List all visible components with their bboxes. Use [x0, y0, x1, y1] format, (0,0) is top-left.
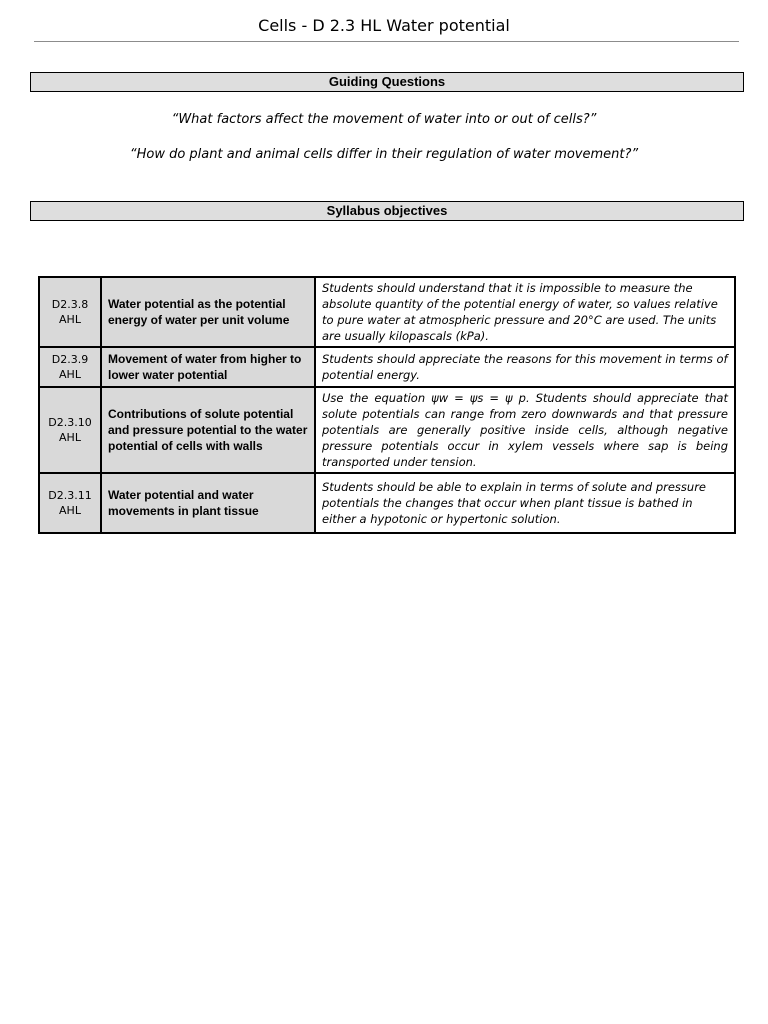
table-row: [39, 387, 735, 473]
page-title: Cells - D 2.3 HL Water potential: [258, 16, 510, 35]
objective-description: Students should understand that it is impossible to measure the absolute quantity of the potential energy of water, so values relative to pure water at atmospheric pressure and 20°C are used. The units are usually kilopascals (kPa).: [315, 277, 735, 347]
guiding-question-2: “How do plant and animal cells differ in their regulation of water movement?”: [129, 147, 639, 162]
objective-code: D2.3.9: [51, 353, 89, 366]
objective-code-cell: [39, 277, 101, 347]
guiding-question-1: “What factors affect the movement of water into or out of cells?”: [171, 112, 597, 127]
objective-level: AHL: [59, 313, 81, 326]
objective-description: Students should be able to explain in terms of solute and pressure potentials the changes that occur when plant tissue is bathed in either a hypotonic or hypertonic solution.: [315, 473, 735, 533]
objective-code-cell: [39, 387, 101, 473]
objective-code-cell: [39, 347, 101, 387]
table-row: [39, 277, 735, 347]
table-row: [39, 473, 735, 533]
objective-code: D2.3.11: [48, 489, 92, 502]
syllabus-objectives-heading: Syllabus objectives: [30, 201, 744, 221]
objective-code-cell: [39, 473, 101, 533]
objective-topic: Water potential as the potential energy of water per unit volume: [101, 277, 315, 347]
objective-topic: Contributions of solute potential and pressure potential to the water potential of cells with walls: [101, 387, 315, 473]
guiding-questions-heading: Guiding Questions: [30, 72, 744, 92]
objective-description: Students should appreciate the reasons for this movement in terms of potential energy.: [315, 347, 735, 387]
objective-level: AHL: [59, 368, 81, 381]
objective-topic: Water potential and water movements in plant tissue: [101, 473, 315, 533]
objective-level: AHL: [59, 431, 81, 444]
objective-description: Use the equation ψw = ψs = ψ p. Students should appreciate that solute potentials can range from zero downwards and that pressure potentials are generally positive inside cells, although negative pressure potentials occur in xylem vessels where sap is being transported under tension.: [315, 387, 735, 473]
objective-topic: Movement of water from higher to lower water potential: [101, 347, 315, 387]
objective-code: D2.3.10: [48, 416, 92, 429]
syllabus-objectives-table: [38, 276, 736, 534]
table-row: [39, 347, 735, 387]
title-divider: [34, 41, 739, 42]
objective-code: D2.3.8: [51, 298, 89, 311]
objective-level: AHL: [59, 504, 81, 517]
